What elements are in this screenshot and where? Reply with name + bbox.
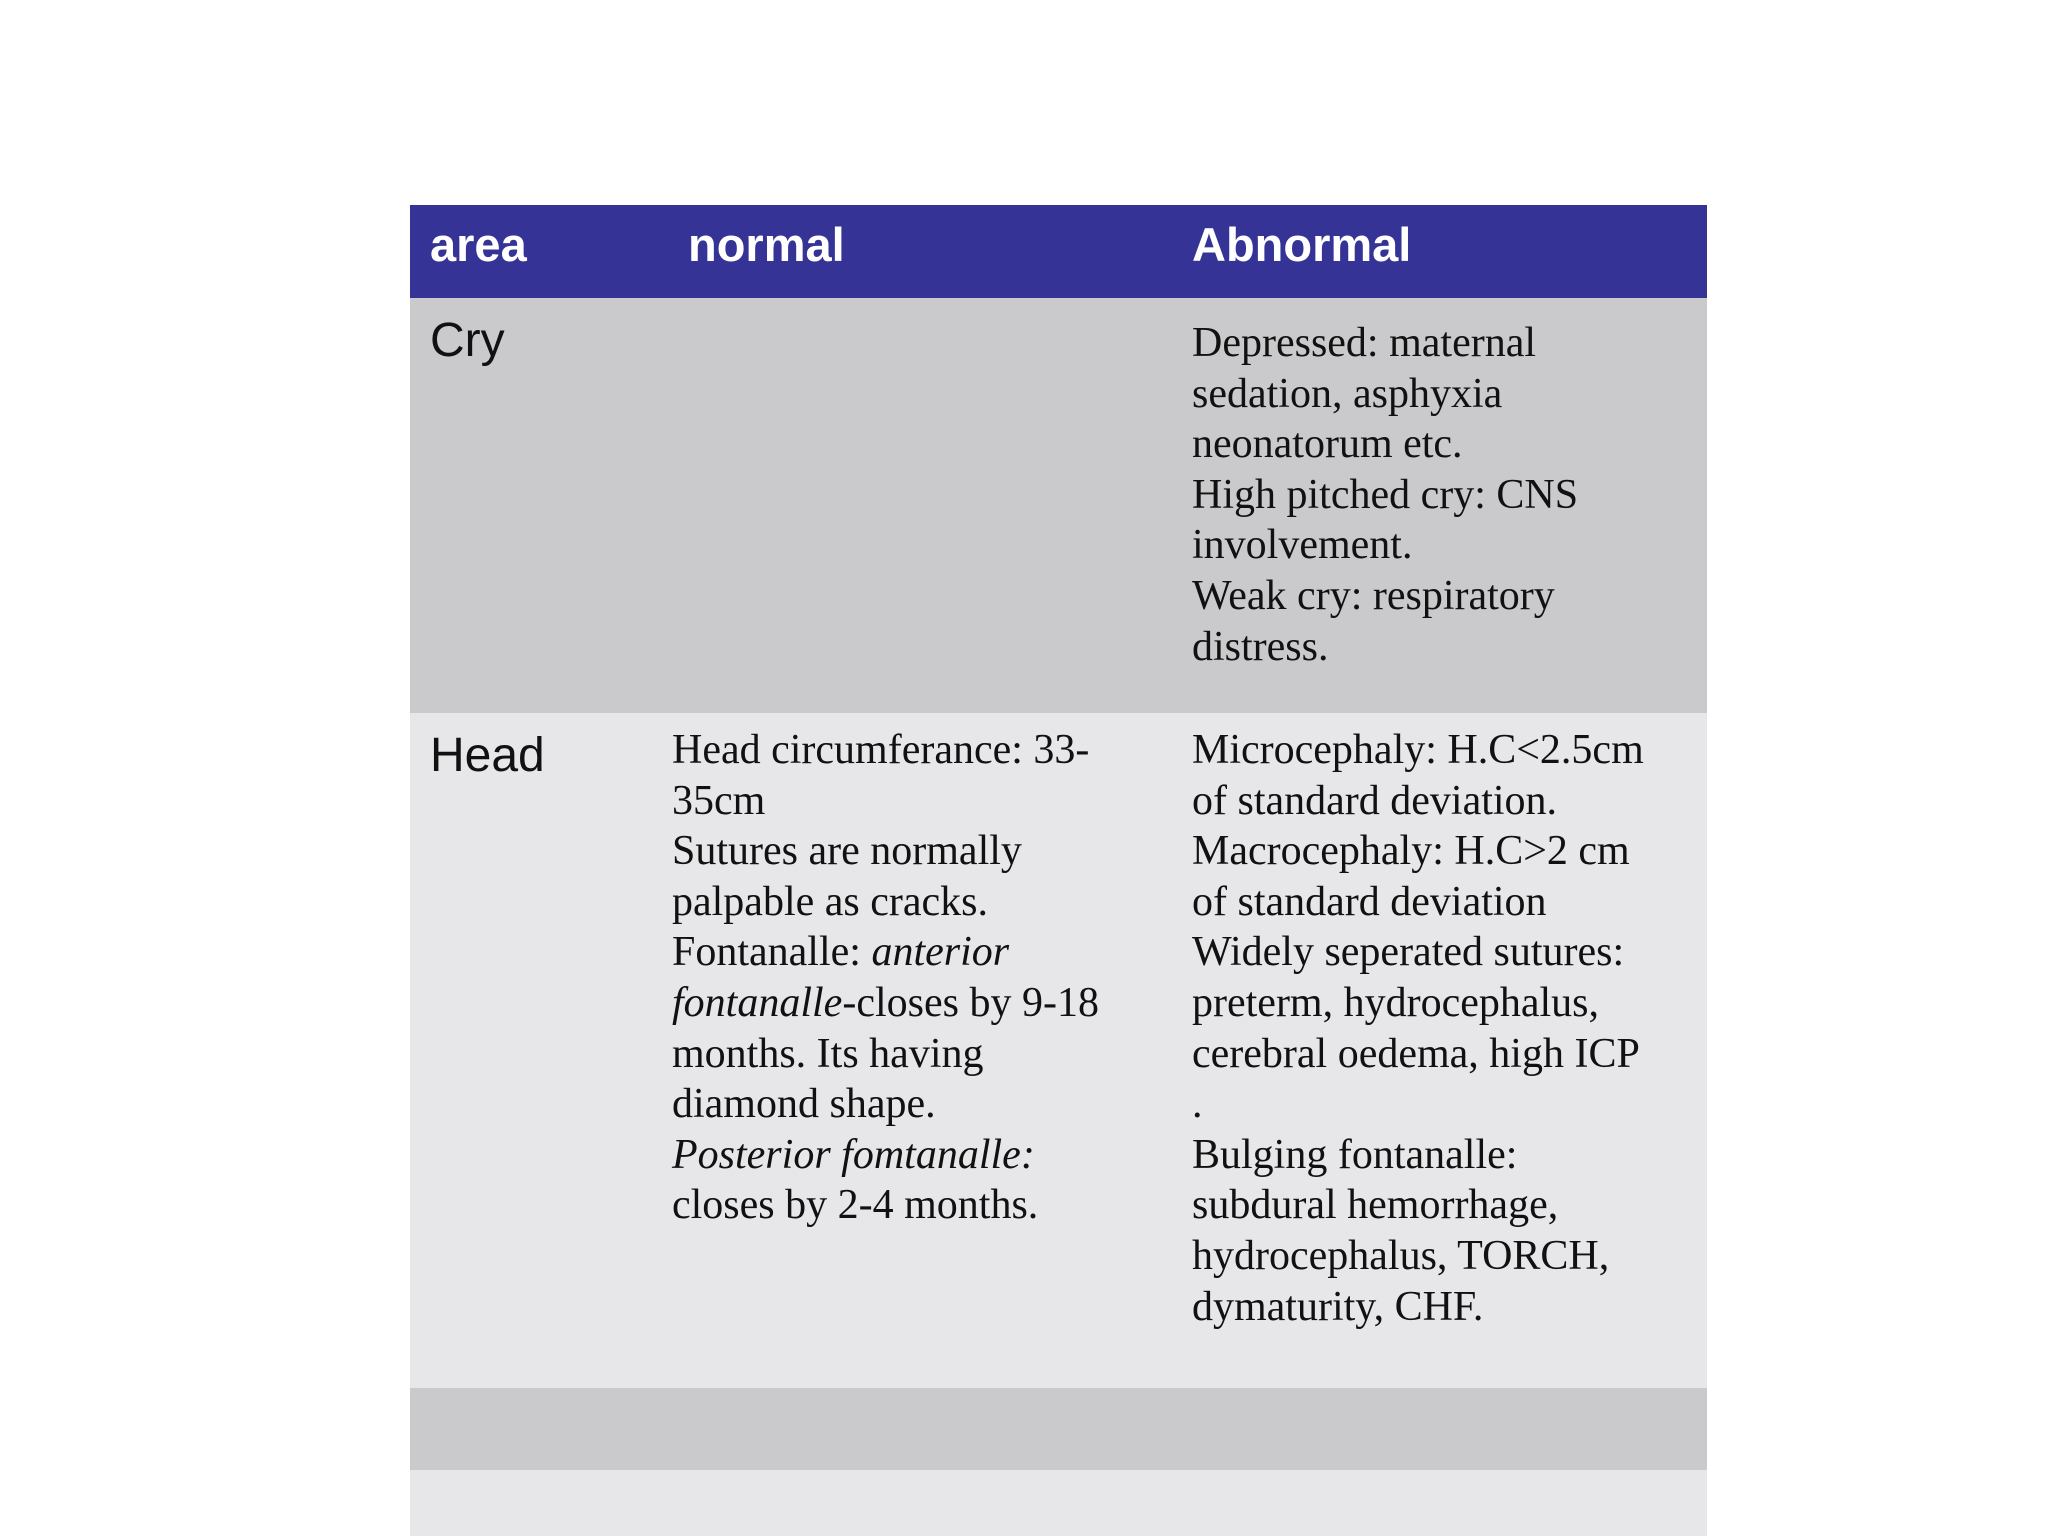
fontanalle-label: Fontanalle: [672,929,872,976]
table-header-row [410,205,1707,298]
examination-table [410,205,1707,1536]
cry-abnormal-line: Weak cry: respiratory [1192,572,1555,619]
head-normal-line [672,978,1099,1029]
area-cell-head: Head [430,729,545,782]
head-normal-cell [672,725,1099,1231]
head-abnormal-line: Microcephaly: H.C<2.5cm [1192,727,1644,773]
head-abnormal-line: cerebral oedema, high ICP [1192,1030,1640,1077]
header-normal: normal [688,218,845,271]
head-normal-line: closes by 2-4 months. [672,1182,1039,1229]
head-abnormal-line: subdural hemorrhage, [1192,1182,1559,1229]
cry-abnormal-cell [1192,318,1578,672]
head-normal-line [672,1130,1099,1181]
head-abnormal-line: of standard deviation [1192,878,1547,925]
fontanalle-term: fontanalle [672,979,843,1026]
head-abnormal-line: Bulging fontanalle: [1192,1131,1518,1178]
cry-abnormal-line: Depressed: maternal [1192,320,1537,366]
head-abnormal-line: preterm, hydrocephalus, [1192,979,1600,1026]
head-normal-line: Sutures are normally [672,828,1022,875]
head-abnormal-line: dymaturity, CHF. [1192,1283,1484,1330]
head-abnormal-line: Macrocephaly: H.C>2 cm [1192,828,1630,875]
table-row-head [410,713,1707,1388]
cry-abnormal-line: involvement. [1192,522,1413,569]
cry-abnormal-line: High pitched cry: CNS [1192,471,1579,518]
head-normal-line [672,927,1099,978]
head-normal-line: 35cm [672,777,766,824]
cry-abnormal-line: neonatorum etc. [1192,421,1463,468]
head-abnormal-line: of standard deviation. [1192,777,1558,824]
table-row-cry [410,298,1707,713]
table-row-empty [410,1470,1707,1536]
head-normal-line: Head circumferance: 33- [672,727,1090,773]
table-row-empty [410,1388,1707,1470]
head-normal-line: months. Its having [672,1030,984,1077]
header-abnormal: Abnormal [1192,218,1412,271]
head-abnormal-line: . [1192,1081,1203,1128]
header-area: area [430,218,527,271]
head-normal-line: diamond shape. [672,1081,936,1128]
area-cell-cry: Cry [430,314,505,367]
closes-text: -closes by 9-18 [842,979,1099,1026]
head-normal-line: palpable as cracks. [672,878,989,925]
anterior-term: anterior [871,929,1010,976]
head-abnormal-line: hydrocephalus, TORCH, [1192,1232,1610,1279]
posterior-term: Posterior fomtanalle: [672,1131,1035,1178]
cry-abnormal-line: sedation, asphyxia [1192,370,1503,417]
head-abnormal-line: Widely seperated sutures: [1192,929,1625,976]
head-abnormal-cell [1192,725,1644,1332]
cry-abnormal-line: distress. [1192,623,1329,670]
